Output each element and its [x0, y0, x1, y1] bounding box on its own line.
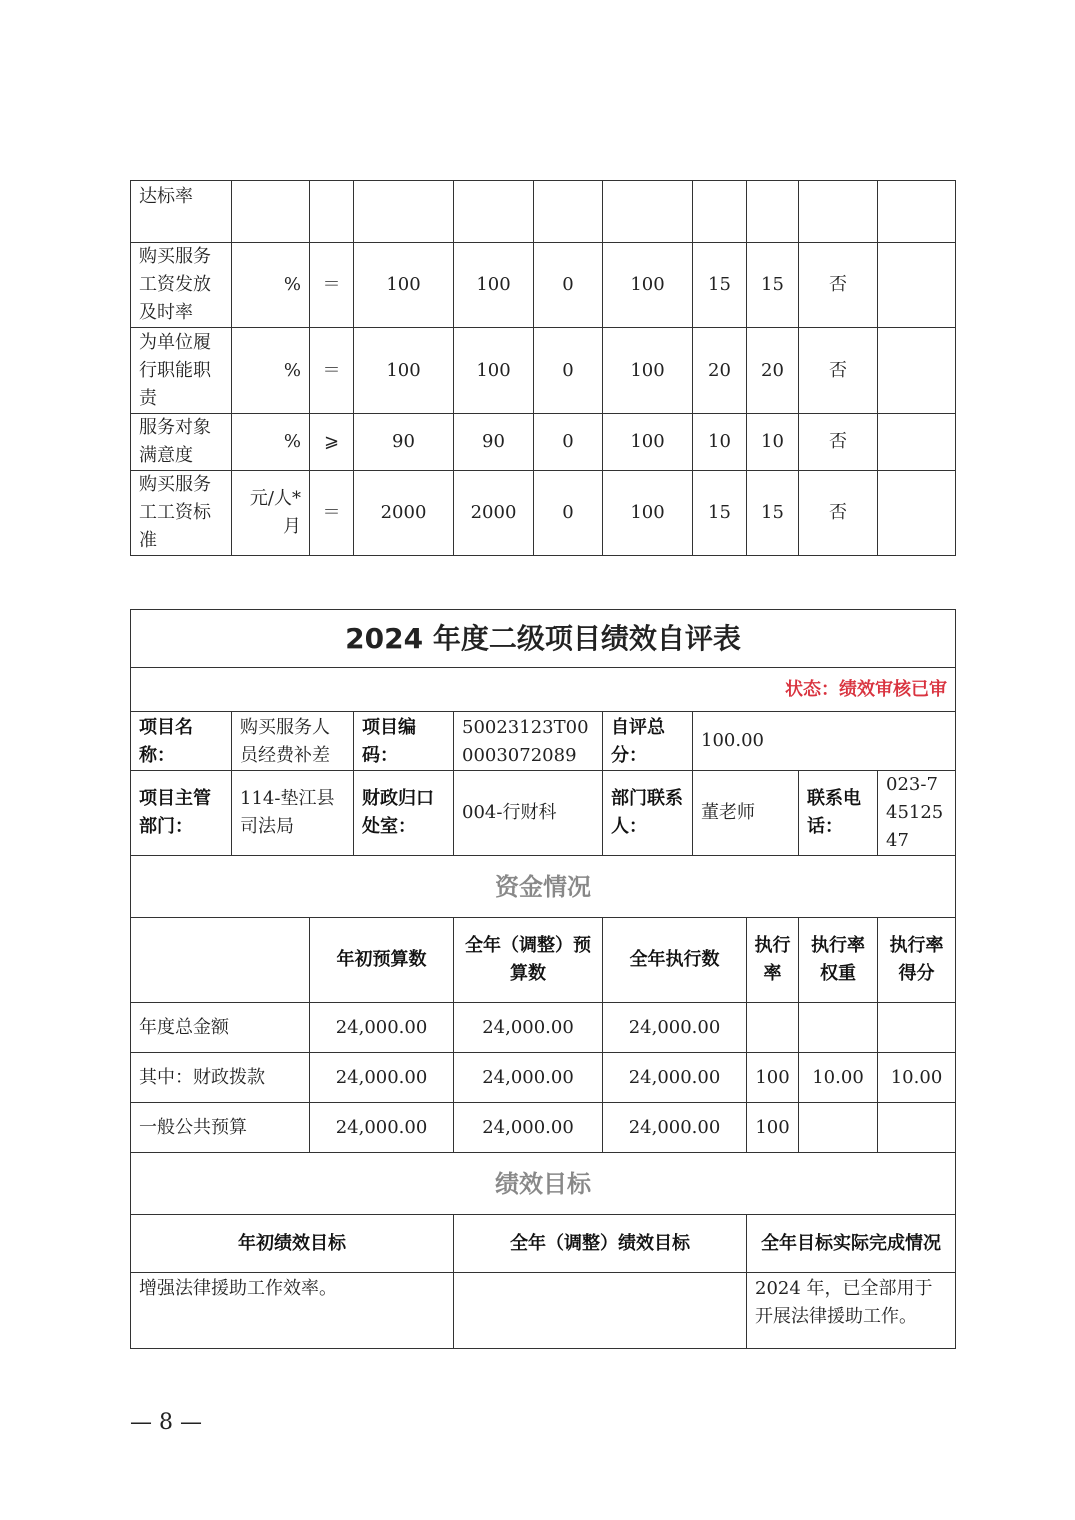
self-evaluation-table	[130, 609, 956, 1349]
indicator-rate: 100	[603, 243, 693, 328]
indicator-unit	[232, 181, 310, 243]
indicator-flag: 否	[799, 328, 878, 414]
indicator-flag: 否	[799, 471, 878, 556]
dept-value: 114-垫江县司法局	[232, 771, 354, 856]
indicator-actual: 90	[454, 414, 534, 471]
funds-header: 执行率得分	[878, 918, 956, 1003]
indicator-unit: 元/人*月	[232, 471, 310, 556]
indicator-row	[131, 414, 956, 471]
phone-label: 联系电话：	[799, 771, 878, 856]
indicator-note	[878, 471, 956, 556]
indicator-weight: 20	[693, 328, 747, 414]
finance-label: 财政归口处室：	[354, 771, 454, 856]
indicator-score: 20	[747, 328, 799, 414]
indicator-target: 90	[354, 414, 454, 471]
goals-header: 全年（调整）绩效目标	[454, 1215, 747, 1273]
goals-section-title: 绩效目标	[131, 1153, 956, 1215]
funds-row	[131, 1053, 956, 1103]
indicator-weight: 10	[693, 414, 747, 471]
indicator-rate: 100	[603, 328, 693, 414]
indicator-score: 15	[747, 471, 799, 556]
project-name: 购买服务人员经费补差	[232, 712, 354, 771]
funds-cell: 24,000.00	[310, 1053, 454, 1103]
indicator-note	[878, 328, 956, 414]
indicator-weight: 15	[693, 243, 747, 328]
funds-header: 全年（调整）预算数	[454, 918, 603, 1003]
funds-header: 全年执行数	[603, 918, 747, 1003]
funds-cell: 24,000.00	[310, 1103, 454, 1153]
funds-cell: 100	[747, 1103, 799, 1153]
indicator-row	[131, 181, 956, 243]
indicator-target: 100	[354, 243, 454, 328]
score-label: 自评总分：	[603, 712, 693, 771]
indicator-score	[747, 181, 799, 243]
score-value: 100.00	[693, 712, 956, 771]
goals-header: 全年目标实际完成情况	[747, 1215, 956, 1273]
funds-cell: 24,000.00	[454, 1103, 603, 1153]
funds-cell: 10.00	[878, 1053, 956, 1103]
indicator-op: ＝	[310, 328, 354, 414]
funds-cell: 24,000.00	[603, 1003, 747, 1053]
indicator-dev	[534, 181, 603, 243]
funds-section-title: 资金情况	[131, 856, 956, 918]
funds-header-blank	[131, 918, 310, 1003]
indicator-actual: 100	[454, 328, 534, 414]
funds-header: 年初预算数	[310, 918, 454, 1003]
funds-cell: 24,000.00	[603, 1053, 747, 1103]
indicator-weight	[693, 181, 747, 243]
finance-value: 004-行财科	[454, 771, 603, 856]
funds-row	[131, 1003, 956, 1053]
initial-goal: 增强法律援助工作效率。	[131, 1273, 454, 1349]
contact-label: 部门联系人：	[603, 771, 693, 856]
indicator-dev: 0	[534, 414, 603, 471]
funds-cell	[799, 1103, 878, 1153]
indicator-flag: 否	[799, 414, 878, 471]
funds-cell: 100	[747, 1053, 799, 1103]
indicator-weight: 15	[693, 471, 747, 556]
funds-row-label: 年度总金额	[131, 1003, 310, 1053]
indicator-unit: %	[232, 328, 310, 414]
funds-cell: 24,000.00	[603, 1103, 747, 1153]
indicator-actual	[454, 181, 534, 243]
indicator-name: 购买服务工资发放及时率	[131, 243, 232, 328]
funds-cell: 10.00	[799, 1053, 878, 1103]
indicator-name: 为单位履行职能职责	[131, 328, 232, 414]
indicator-note	[878, 181, 956, 243]
indicator-row	[131, 471, 956, 556]
project-code-label: 项目编码：	[354, 712, 454, 771]
indicator-target: 100	[354, 328, 454, 414]
indicator-target	[354, 181, 454, 243]
contact-value: 董老师	[693, 771, 799, 856]
project-name-label: 项目名称：	[131, 712, 232, 771]
indicator-actual: 2000	[454, 471, 534, 556]
indicator-target: 2000	[354, 471, 454, 556]
adjusted-goal	[454, 1273, 747, 1349]
funds-header: 执行率	[747, 918, 799, 1003]
funds-row-label: 其中：财政拨款	[131, 1053, 310, 1103]
indicator-table	[130, 180, 956, 556]
status-text: 状态：绩效审核已审	[131, 668, 956, 712]
goal-completion: 2024 年，已全部用于开展法律援助工作。	[747, 1273, 956, 1349]
indicator-op: ＝	[310, 243, 354, 328]
indicator-rate	[603, 181, 693, 243]
funds-cell: 24,000.00	[310, 1003, 454, 1053]
indicator-note	[878, 414, 956, 471]
indicator-unit: %	[232, 243, 310, 328]
project-code: 50023123T000003072089	[454, 712, 603, 771]
indicator-note	[878, 243, 956, 328]
funds-cell	[878, 1003, 956, 1053]
indicator-dev: 0	[534, 328, 603, 414]
funds-row-label: 一般公共预算	[131, 1103, 310, 1153]
indicator-rate: 100	[603, 471, 693, 556]
indicator-row	[131, 243, 956, 328]
funds-cell	[799, 1003, 878, 1053]
page-number: — 8 —	[130, 1410, 202, 1435]
funds-cell	[878, 1103, 956, 1153]
indicator-dev: 0	[534, 243, 603, 328]
funds-cell: 24,000.00	[454, 1003, 603, 1053]
indicator-flag	[799, 181, 878, 243]
indicator-rate: 100	[603, 414, 693, 471]
funds-cell: 24,000.00	[454, 1053, 603, 1103]
funds-cell	[747, 1003, 799, 1053]
indicator-row	[131, 328, 956, 414]
indicator-score: 10	[747, 414, 799, 471]
indicator-name: 达标率	[131, 181, 232, 243]
indicator-op: ＝	[310, 471, 354, 556]
indicator-dev: 0	[534, 471, 603, 556]
phone-value: 023-745125 47	[878, 771, 956, 856]
indicator-name: 服务对象满意度	[131, 414, 232, 471]
form-title: 2024 年度二级项目绩效自评表	[131, 610, 956, 668]
indicator-actual: 100	[454, 243, 534, 328]
dept-label: 项目主管部门：	[131, 771, 232, 856]
indicator-unit: %	[232, 414, 310, 471]
funds-header: 执行率权重	[799, 918, 878, 1003]
indicator-op: ⩾	[310, 414, 354, 471]
indicator-flag: 否	[799, 243, 878, 328]
indicator-name: 购买服务工工资标准	[131, 471, 232, 556]
funds-row	[131, 1103, 956, 1153]
indicator-score: 15	[747, 243, 799, 328]
goals-header: 年初绩效目标	[131, 1215, 454, 1273]
indicator-op	[310, 181, 354, 243]
